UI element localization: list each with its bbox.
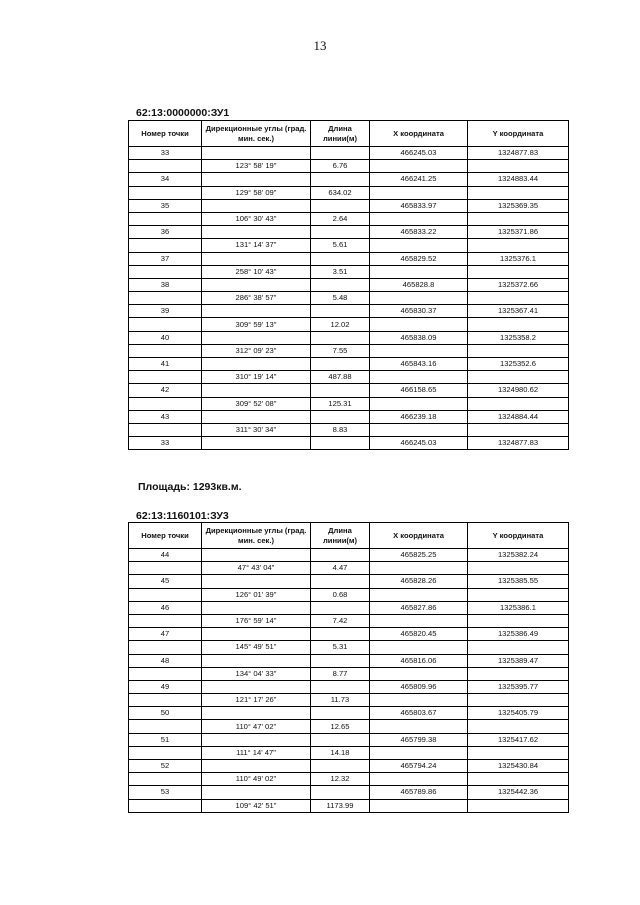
point-number-cell: 36	[129, 226, 202, 239]
point-number-cell: 33	[129, 147, 202, 160]
empty-cell	[129, 160, 202, 173]
line-length-cell: 12.32	[311, 773, 370, 786]
empty-cell	[129, 265, 202, 278]
direction-angle-cell: 47° 43' 04"	[202, 562, 311, 575]
point-number-cell: 49	[129, 680, 202, 693]
point-row	[129, 252, 569, 265]
point-row	[129, 786, 569, 799]
empty-cell	[129, 212, 202, 225]
y-coordinate-cell: 1325352.6	[468, 358, 569, 371]
point-number-cell: 45	[129, 575, 202, 588]
segment-row	[129, 292, 569, 305]
empty-cell	[311, 601, 370, 614]
point-row	[129, 654, 569, 667]
point-row	[129, 760, 569, 773]
empty-cell	[468, 239, 569, 252]
empty-cell	[370, 562, 468, 575]
segment-row	[129, 614, 569, 627]
empty-cell	[311, 575, 370, 588]
point-number-cell: 53	[129, 786, 202, 799]
x-coordinate-cell: 465809.96	[370, 680, 468, 693]
header-point-number: Номер точки	[129, 523, 202, 549]
point-row	[129, 733, 569, 746]
x-coordinate-cell: 465828.8	[370, 278, 468, 291]
empty-cell	[129, 588, 202, 601]
segment-row	[129, 694, 569, 707]
empty-cell	[311, 252, 370, 265]
direction-angle-cell: 106° 30' 43"	[202, 212, 311, 225]
empty-cell	[202, 437, 311, 450]
y-coordinate-cell: 1325369.35	[468, 199, 569, 212]
point-number-cell: 46	[129, 601, 202, 614]
segment-row	[129, 344, 569, 357]
point-row	[129, 628, 569, 641]
direction-angle-cell: 145° 49' 51"	[202, 641, 311, 654]
empty-cell	[311, 654, 370, 667]
point-row	[129, 147, 569, 160]
empty-cell	[311, 733, 370, 746]
segment-row	[129, 423, 569, 436]
empty-cell	[468, 423, 569, 436]
x-coordinate-cell: 465794.24	[370, 760, 468, 773]
line-length-cell: 0.68	[311, 588, 370, 601]
coordinates-table-1	[128, 120, 569, 450]
header-y-coordinate: Y координата	[468, 121, 569, 147]
empty-cell	[370, 641, 468, 654]
empty-cell	[311, 199, 370, 212]
y-coordinate-cell: 1325371.86	[468, 226, 569, 239]
empty-cell	[370, 344, 468, 357]
point-row	[129, 278, 569, 291]
empty-cell	[468, 212, 569, 225]
empty-cell	[468, 799, 569, 812]
point-number-cell: 43	[129, 410, 202, 423]
y-coordinate-cell: 1325386.1	[468, 601, 569, 614]
empty-cell	[370, 265, 468, 278]
table2-title: 62:13:1160101:ЗУ3	[136, 510, 229, 522]
direction-angle-cell: 121° 17' 26"	[202, 694, 311, 707]
empty-cell	[468, 562, 569, 575]
y-coordinate-cell: 1325376.1	[468, 252, 569, 265]
coordinates-table-2	[128, 522, 569, 813]
segment-row	[129, 720, 569, 733]
line-length-cell: 7.55	[311, 344, 370, 357]
empty-cell	[468, 720, 569, 733]
table1-title: 62:13:0000000:ЗУ1	[136, 107, 230, 119]
empty-cell	[129, 694, 202, 707]
segment-row	[129, 397, 569, 410]
direction-angle-cell: 131° 14' 37"	[202, 239, 311, 252]
header-x-coordinate: X координата	[370, 523, 468, 549]
direction-angle-cell: 286° 38' 57"	[202, 292, 311, 305]
table-header-row	[129, 121, 569, 147]
x-coordinate-cell: 466239.18	[370, 410, 468, 423]
empty-cell	[129, 318, 202, 331]
header-line-length: Длина линии(м)	[311, 121, 370, 147]
direction-angle-cell: 110° 47' 02"	[202, 720, 311, 733]
line-length-cell: 8.83	[311, 423, 370, 436]
point-number-cell: 41	[129, 358, 202, 371]
area-label: Площадь: 1293кв.м.	[138, 481, 242, 493]
empty-cell	[311, 410, 370, 423]
empty-cell	[311, 358, 370, 371]
point-row	[129, 410, 569, 423]
empty-cell	[468, 344, 569, 357]
x-coordinate-cell: 465803.67	[370, 707, 468, 720]
y-coordinate-cell: 1325442.36	[468, 786, 569, 799]
empty-cell	[202, 760, 311, 773]
empty-cell	[370, 614, 468, 627]
empty-cell	[202, 410, 311, 423]
y-coordinate-cell: 1325430.84	[468, 760, 569, 773]
direction-angle-cell: 310° 19' 14"	[202, 371, 311, 384]
empty-cell	[311, 305, 370, 318]
empty-cell	[129, 799, 202, 812]
y-coordinate-cell: 1325389.47	[468, 654, 569, 667]
direction-angle-cell: 258° 10' 43"	[202, 265, 311, 278]
empty-cell	[311, 147, 370, 160]
empty-cell	[202, 358, 311, 371]
empty-cell	[311, 549, 370, 562]
empty-cell	[468, 318, 569, 331]
x-coordinate-cell: 466245.03	[370, 147, 468, 160]
empty-cell	[370, 239, 468, 252]
line-length-cell: 14.18	[311, 746, 370, 759]
x-coordinate-cell: 465829.52	[370, 252, 468, 265]
x-coordinate-cell: 465828.26	[370, 575, 468, 588]
empty-cell	[370, 186, 468, 199]
x-coordinate-cell: 465843.16	[370, 358, 468, 371]
direction-angle-cell: 129° 58' 09"	[202, 186, 311, 199]
y-coordinate-cell: 1325386.49	[468, 628, 569, 641]
empty-cell	[202, 733, 311, 746]
point-number-cell: 51	[129, 733, 202, 746]
direction-angle-cell: 134° 04' 33"	[202, 667, 311, 680]
empty-cell	[202, 278, 311, 291]
line-length-cell: 1173.99	[311, 799, 370, 812]
empty-cell	[202, 252, 311, 265]
segment-row	[129, 212, 569, 225]
segment-row	[129, 667, 569, 680]
table-header-row	[129, 523, 569, 549]
line-length-cell: 3.51	[311, 265, 370, 278]
line-length-cell: 2.64	[311, 212, 370, 225]
empty-cell	[202, 305, 311, 318]
point-row	[129, 680, 569, 693]
point-row	[129, 601, 569, 614]
direction-angle-cell: 109° 42' 51"	[202, 799, 311, 812]
empty-cell	[468, 641, 569, 654]
point-row	[129, 331, 569, 344]
empty-cell	[311, 760, 370, 773]
segment-row	[129, 186, 569, 199]
empty-cell	[468, 746, 569, 759]
direction-angle-cell: 176° 59' 14"	[202, 614, 311, 627]
empty-cell	[129, 423, 202, 436]
point-row	[129, 707, 569, 720]
direction-angle-cell: 312° 09' 23"	[202, 344, 311, 357]
empty-cell	[202, 173, 311, 186]
point-row	[129, 575, 569, 588]
line-length-cell: 11.73	[311, 694, 370, 707]
header-direction-angles: Дирекционные углы (град. мин. сек.)	[202, 121, 311, 147]
y-coordinate-cell: 1325385.55	[468, 575, 569, 588]
direction-angle-cell: 110° 49' 02"	[202, 773, 311, 786]
empty-cell	[311, 680, 370, 693]
direction-angle-cell: 309° 52' 08"	[202, 397, 311, 410]
point-number-cell: 40	[129, 331, 202, 344]
empty-cell	[370, 160, 468, 173]
empty-cell	[129, 239, 202, 252]
empty-cell	[468, 371, 569, 384]
empty-cell	[202, 680, 311, 693]
x-coordinate-cell: 465825.25	[370, 549, 468, 562]
empty-cell	[202, 226, 311, 239]
empty-cell	[468, 160, 569, 173]
empty-cell	[202, 628, 311, 641]
point-number-cell: 33	[129, 437, 202, 450]
y-coordinate-cell: 1325358.2	[468, 331, 569, 344]
empty-cell	[129, 371, 202, 384]
point-row	[129, 549, 569, 562]
point-row	[129, 173, 569, 186]
empty-cell	[129, 720, 202, 733]
line-length-cell: 634.02	[311, 186, 370, 199]
empty-cell	[129, 292, 202, 305]
empty-cell	[129, 746, 202, 759]
x-coordinate-cell: 465833.22	[370, 226, 468, 239]
empty-cell	[370, 694, 468, 707]
empty-cell	[202, 601, 311, 614]
empty-cell	[202, 384, 311, 397]
empty-cell	[370, 318, 468, 331]
empty-cell	[370, 773, 468, 786]
x-coordinate-cell: 465816.06	[370, 654, 468, 667]
point-row	[129, 437, 569, 450]
empty-cell	[311, 707, 370, 720]
segment-row	[129, 746, 569, 759]
empty-cell	[370, 746, 468, 759]
point-number-cell: 50	[129, 707, 202, 720]
empty-cell	[311, 628, 370, 641]
empty-cell	[311, 437, 370, 450]
y-coordinate-cell: 1325417.62	[468, 733, 569, 746]
x-coordinate-cell: 466241.25	[370, 173, 468, 186]
empty-cell	[129, 614, 202, 627]
empty-cell	[202, 549, 311, 562]
x-coordinate-cell: 465830.37	[370, 305, 468, 318]
direction-angle-cell: 309° 59' 13"	[202, 318, 311, 331]
empty-cell	[129, 667, 202, 680]
header-x-coordinate: X координата	[370, 121, 468, 147]
header-y-coordinate: Y координата	[468, 523, 569, 549]
point-number-cell: 44	[129, 549, 202, 562]
point-number-cell: 42	[129, 384, 202, 397]
empty-cell	[129, 641, 202, 654]
empty-cell	[468, 588, 569, 601]
segment-row	[129, 318, 569, 331]
point-row	[129, 384, 569, 397]
empty-cell	[129, 397, 202, 410]
line-length-cell: 12.65	[311, 720, 370, 733]
empty-cell	[202, 786, 311, 799]
y-coordinate-cell: 1325382.24	[468, 549, 569, 562]
y-coordinate-cell: 1325367.41	[468, 305, 569, 318]
header-point-number: Номер точки	[129, 121, 202, 147]
empty-cell	[129, 773, 202, 786]
x-coordinate-cell: 465833.97	[370, 199, 468, 212]
empty-cell	[468, 614, 569, 627]
line-length-cell: 5.48	[311, 292, 370, 305]
empty-cell	[468, 667, 569, 680]
point-number-cell: 38	[129, 278, 202, 291]
direction-angle-cell: 126° 01' 39"	[202, 588, 311, 601]
segment-row	[129, 799, 569, 812]
segment-row	[129, 160, 569, 173]
line-length-cell: 7.42	[311, 614, 370, 627]
segment-row	[129, 773, 569, 786]
empty-cell	[311, 278, 370, 291]
y-coordinate-cell: 1324884.44	[468, 410, 569, 423]
line-length-cell: 6.76	[311, 160, 370, 173]
point-number-cell: 34	[129, 173, 202, 186]
empty-cell	[311, 173, 370, 186]
empty-cell	[129, 186, 202, 199]
empty-cell	[370, 588, 468, 601]
line-length-cell: 8.77	[311, 667, 370, 680]
segment-row	[129, 371, 569, 384]
line-length-cell: 487.88	[311, 371, 370, 384]
empty-cell	[468, 397, 569, 410]
empty-cell	[202, 707, 311, 720]
direction-angle-cell: 111° 14' 47"	[202, 746, 311, 759]
empty-cell	[370, 292, 468, 305]
x-coordinate-cell: 465838.09	[370, 331, 468, 344]
point-number-cell: 52	[129, 760, 202, 773]
direction-angle-cell: 123° 58' 19"	[202, 160, 311, 173]
line-length-cell: 5.61	[311, 239, 370, 252]
header-direction-angles: Дирекционные углы (град. мин. сек.)	[202, 523, 311, 549]
x-coordinate-cell: 465827.86	[370, 601, 468, 614]
y-coordinate-cell: 1324877.83	[468, 147, 569, 160]
empty-cell	[311, 384, 370, 397]
x-coordinate-cell: 465789.86	[370, 786, 468, 799]
y-coordinate-cell: 1325395.77	[468, 680, 569, 693]
empty-cell	[370, 799, 468, 812]
point-number-cell: 48	[129, 654, 202, 667]
line-length-cell: 12.02	[311, 318, 370, 331]
table1-body	[129, 147, 569, 450]
point-row	[129, 358, 569, 371]
empty-cell	[129, 562, 202, 575]
point-number-cell: 37	[129, 252, 202, 265]
segment-row	[129, 562, 569, 575]
empty-cell	[370, 397, 468, 410]
y-coordinate-cell: 1325372.66	[468, 278, 569, 291]
empty-cell	[202, 654, 311, 667]
empty-cell	[129, 344, 202, 357]
point-number-cell: 47	[129, 628, 202, 641]
header-line-length: Длина линии(м)	[311, 523, 370, 549]
y-coordinate-cell: 1324877.83	[468, 437, 569, 450]
empty-cell	[468, 773, 569, 786]
empty-cell	[311, 331, 370, 344]
point-row	[129, 305, 569, 318]
empty-cell	[468, 694, 569, 707]
y-coordinate-cell: 1324980.62	[468, 384, 569, 397]
x-coordinate-cell: 465820.45	[370, 628, 468, 641]
y-coordinate-cell: 1324883.44	[468, 173, 569, 186]
empty-cell	[468, 265, 569, 278]
table2-body	[129, 549, 569, 813]
x-coordinate-cell: 466158.65	[370, 384, 468, 397]
empty-cell	[311, 786, 370, 799]
page-number: 13	[313, 38, 327, 53]
empty-cell	[202, 575, 311, 588]
empty-cell	[202, 199, 311, 212]
empty-cell	[370, 212, 468, 225]
line-length-cell: 4.47	[311, 562, 370, 575]
empty-cell	[468, 186, 569, 199]
point-number-cell: 39	[129, 305, 202, 318]
x-coordinate-cell: 466245.03	[370, 437, 468, 450]
empty-cell	[468, 292, 569, 305]
empty-cell	[311, 226, 370, 239]
y-coordinate-cell: 1325405.79	[468, 707, 569, 720]
point-number-cell: 35	[129, 199, 202, 212]
segment-row	[129, 265, 569, 278]
direction-angle-cell: 311° 30' 34"	[202, 423, 311, 436]
empty-cell	[370, 720, 468, 733]
empty-cell	[202, 331, 311, 344]
empty-cell	[202, 147, 311, 160]
point-row	[129, 199, 569, 212]
empty-cell	[370, 667, 468, 680]
line-length-cell: 125.31	[311, 397, 370, 410]
x-coordinate-cell: 465799.38	[370, 733, 468, 746]
empty-cell	[370, 371, 468, 384]
segment-row	[129, 588, 569, 601]
point-row	[129, 226, 569, 239]
line-length-cell: 5.31	[311, 641, 370, 654]
segment-row	[129, 641, 569, 654]
segment-row	[129, 239, 569, 252]
empty-cell	[370, 423, 468, 436]
